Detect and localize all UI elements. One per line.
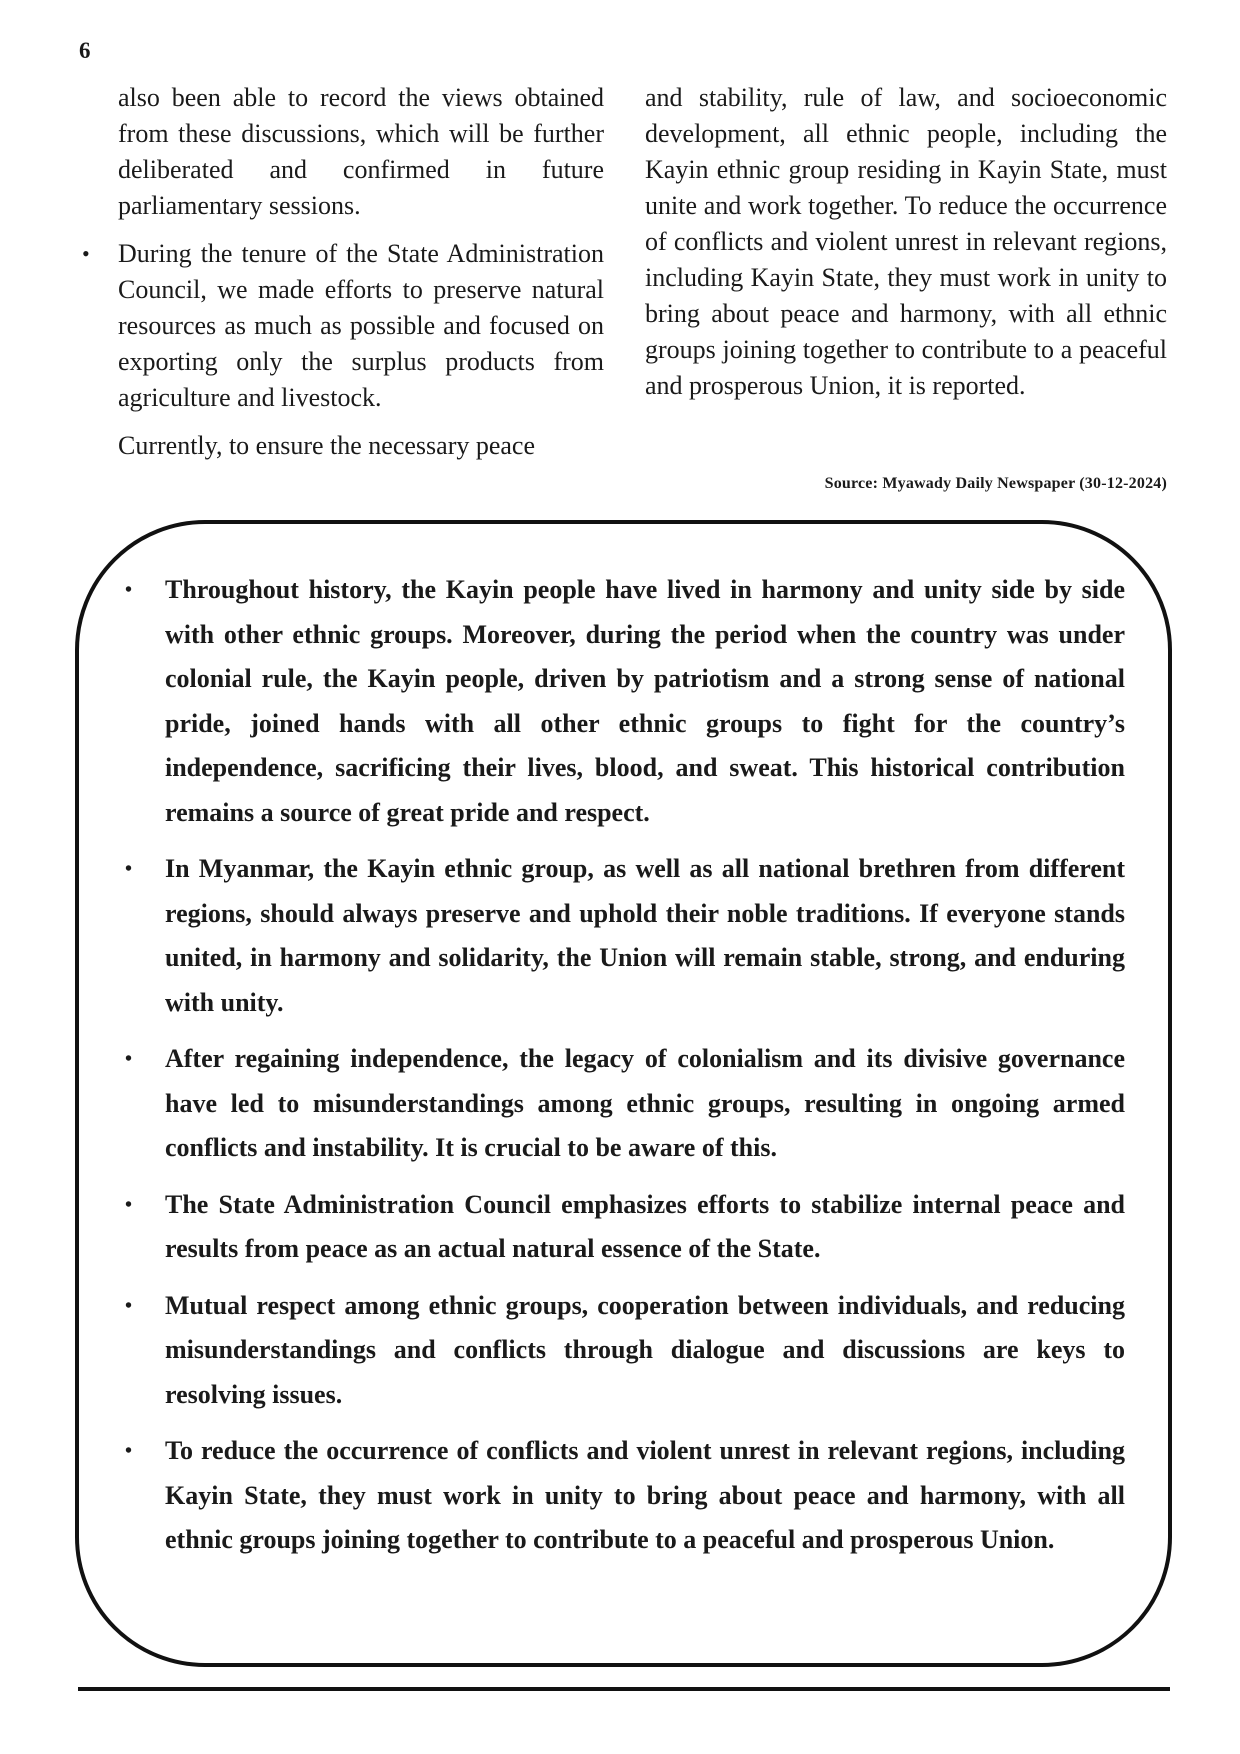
key-point-item (125, 1183, 1125, 1272)
key-point-item (125, 847, 1125, 1025)
key-point-item (125, 1284, 1125, 1418)
left-column-bullet-text: During the tenure of the State Administration Council, we made efforts to preserve natural resources as much as possible and focused on exporting only the surplus products from agriculture and livestock. (118, 239, 604, 412)
bullet-icon: • (125, 858, 133, 880)
key-point-text: Mutual respect among ethnic groups, cooperation between individuals, and reducing misunderstandings and conflicts through dialogue and discussions are keys to resolving issues. (165, 1290, 1125, 1409)
right-column-paragraph: and stability, rule of law, and socioeconomic development, all ethnic people, including the Kayin ethnic group residing in Kayin State, must unite and work together. To reduce the occurrence of conflicts and violent unrest in relevant regions, including Kayin State, they must work in unity to bring about peace and harmony, with all ethnic groups joining together to contribute to a peaceful and prosperous Union, it is reported. (645, 83, 1167, 400)
key-point-text: Throughout history, the Kayin people have lived in harmony and unity side by side with other ethnic groups. Moreover, during the period when the country was under colonial rule, the Kayin people, driven by patriotism and a strong sense of national pride, joined hands with all other ethnic groups to fight for the country’s independence, sacrificing their lives, blood, and sweat. This historical contribution remains a source of great pride and respect. (165, 575, 1125, 827)
key-point-item (125, 1429, 1125, 1563)
bullet-icon: • (125, 579, 133, 601)
source-citation: Source: Myawady Daily Newspaper (30-12-2024) (824, 475, 1167, 492)
bullet-icon: • (125, 1440, 133, 1462)
left-column-paragraph: also been able to record the views obtained from these discussions, which will be further deliberated and confirmed in future parliamentary sessions. (118, 83, 604, 220)
key-point-item (125, 1037, 1125, 1171)
key-point-item (125, 568, 1125, 835)
bullet-icon: • (125, 1193, 133, 1216)
bullet-icon: • (125, 1048, 133, 1070)
key-point-text: The State Administration Council emphasizes efforts to stabilize internal peace and results from peace as an actual natural essence of the State. (165, 1189, 1125, 1263)
left-column (82, 80, 604, 464)
right-column (645, 80, 1167, 404)
key-points-list (125, 568, 1125, 1575)
page-number: 6 (79, 38, 91, 63)
left-column-bullet-item (82, 236, 604, 416)
bullet-icon: • (125, 1294, 133, 1317)
key-point-text: To reduce the occurrence of conflicts and violent unrest in relevant regions, including Kayin State, they must work in unity to bring about peace and harmony, with all ethnic groups joining together to contribute to a peaceful and prosperous Union. (165, 1436, 1125, 1554)
bottom-divider (78, 1687, 1170, 1691)
key-point-text: In Myanmar, the Kayin ethnic group, as well as all national brethren from different regions, should always preserve and uphold their noble traditions. If everyone stands united, in harmony and solidarity, the Union will remain stable, strong, and enduring with unity. (165, 854, 1125, 1017)
key-point-text: After regaining independence, the legacy of colonialism and its divisive governance have led to misunderstandings among ethnic groups, resulting in ongoing armed conflicts and instability. It is crucial to be aware of this. (165, 1044, 1125, 1162)
bullet-icon: • (82, 241, 90, 266)
left-column-paragraph: Currently, to ensure the necessary peace (118, 431, 536, 460)
